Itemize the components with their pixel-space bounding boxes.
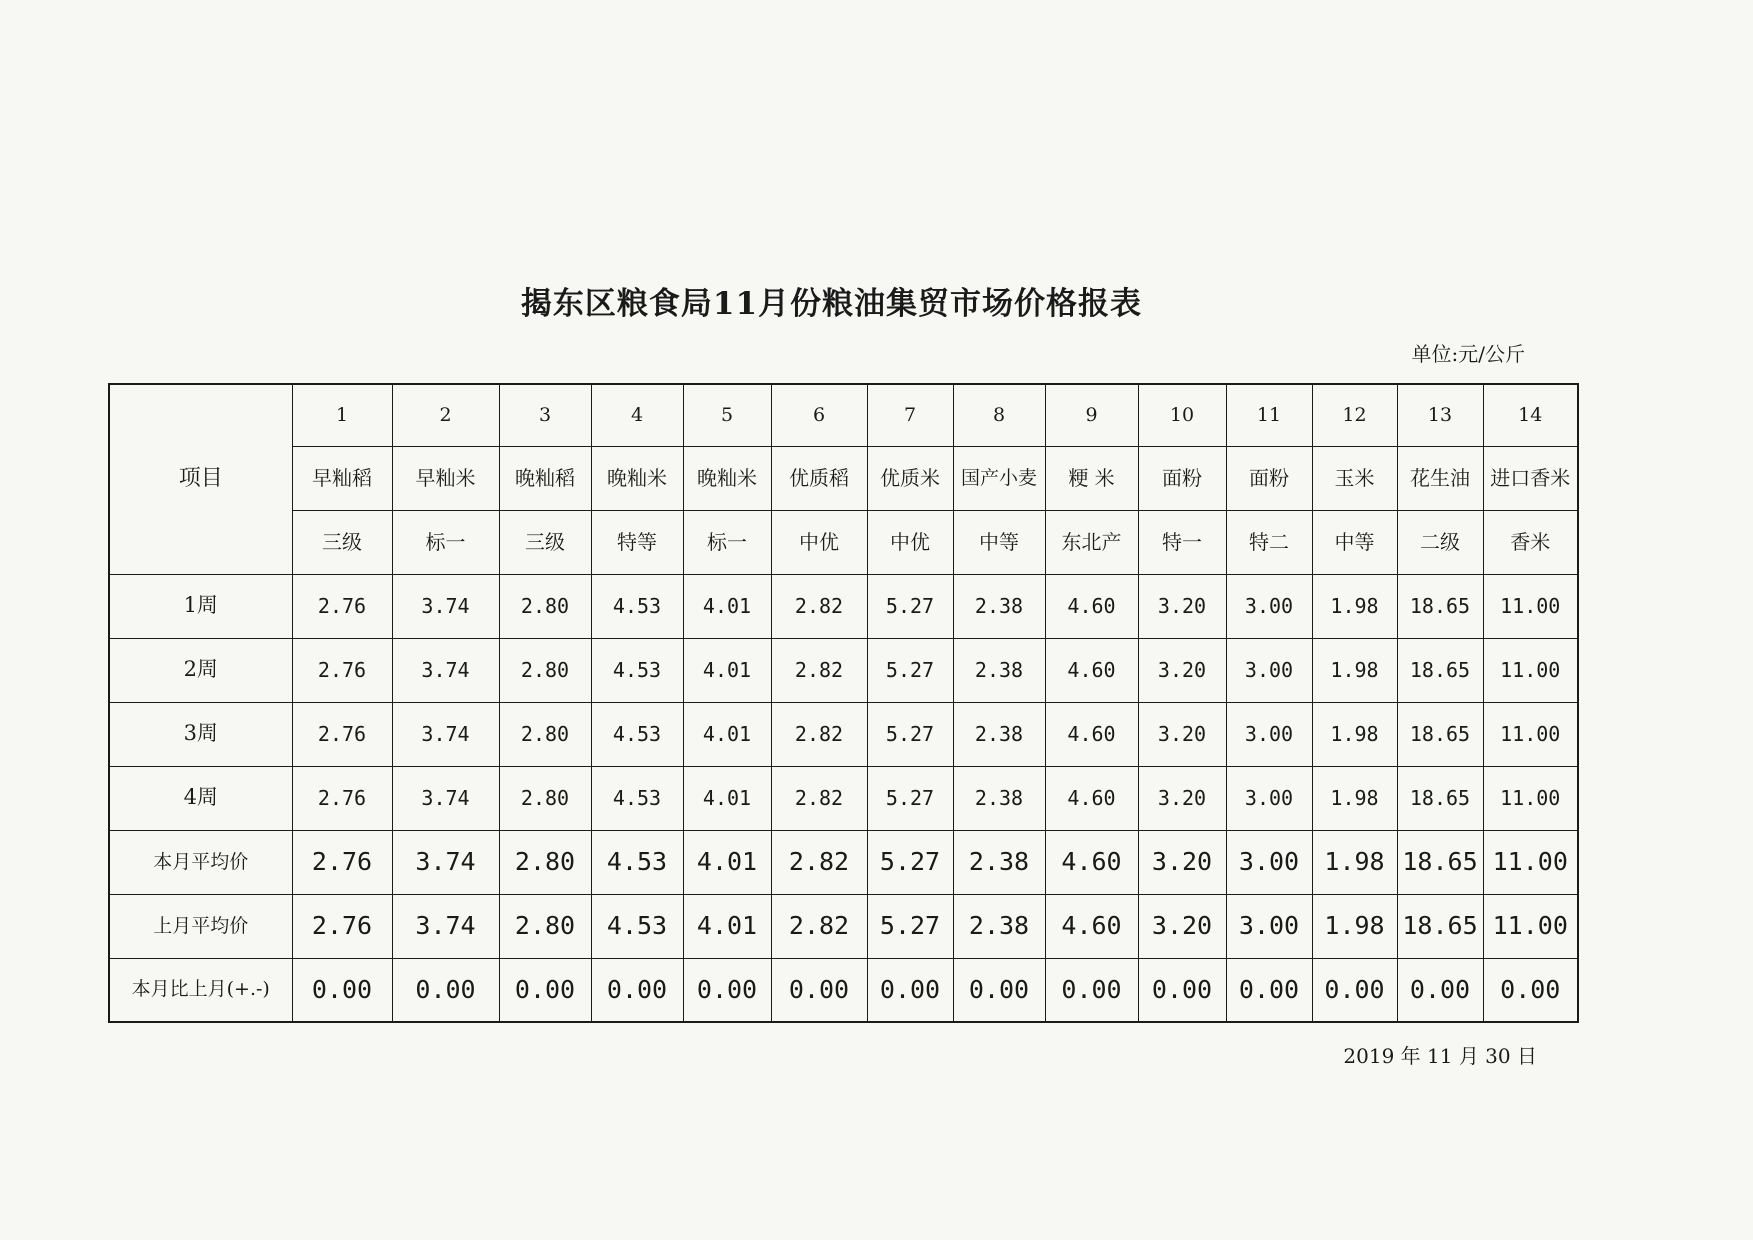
price-cell: 3.00 xyxy=(1226,574,1312,638)
column-number: 5 xyxy=(683,384,771,446)
price-cell: 3.20 xyxy=(1138,638,1226,702)
product-name: 面粉 xyxy=(1226,446,1312,510)
report-date: 2019 年 11 月 30 日 xyxy=(1343,1044,1537,1068)
price-cell: 4.53 xyxy=(591,766,683,830)
price-cell: 2.38 xyxy=(953,702,1045,766)
product-grade: 标一 xyxy=(683,510,771,574)
price-cell: 0.00 xyxy=(953,958,1045,1022)
price-cell: 2.82 xyxy=(771,766,867,830)
price-cell: 4.01 xyxy=(683,638,771,702)
price-cell: 1.98 xyxy=(1312,766,1397,830)
row-label: 本月比上月(+.-) xyxy=(109,958,292,1022)
table-row xyxy=(109,702,1578,766)
product-name: 面粉 xyxy=(1138,446,1226,510)
table-row xyxy=(109,830,1578,894)
price-cell: 2.38 xyxy=(953,830,1045,894)
product-grade: 中优 xyxy=(867,510,953,574)
price-cell: 2.82 xyxy=(771,894,867,958)
column-number: 13 xyxy=(1397,384,1483,446)
header-row-number xyxy=(109,384,1578,446)
column-number: 9 xyxy=(1045,384,1138,446)
price-cell: 4.53 xyxy=(591,638,683,702)
price-cell: 4.53 xyxy=(591,894,683,958)
price-table xyxy=(108,383,1579,1023)
row-label: 3周 xyxy=(109,702,292,766)
price-cell: 4.60 xyxy=(1045,830,1138,894)
price-cell: 18.65 xyxy=(1397,574,1483,638)
price-cell: 2.76 xyxy=(292,638,392,702)
row-label: 1周 xyxy=(109,574,292,638)
product-grade: 特等 xyxy=(591,510,683,574)
price-cell: 1.98 xyxy=(1312,638,1397,702)
price-cell: 2.76 xyxy=(292,894,392,958)
product-name: 粳 米 xyxy=(1045,446,1138,510)
price-cell: 0.00 xyxy=(1397,958,1483,1022)
price-cell: 1.98 xyxy=(1312,830,1397,894)
product-name: 玉米 xyxy=(1312,446,1397,510)
unit-label: 单位:元/公斤 xyxy=(1411,342,1525,366)
product-grade: 特一 xyxy=(1138,510,1226,574)
price-cell: 3.00 xyxy=(1226,702,1312,766)
price-cell: 4.60 xyxy=(1045,702,1138,766)
price-cell: 4.60 xyxy=(1045,638,1138,702)
product-grade: 标一 xyxy=(392,510,499,574)
column-number: 10 xyxy=(1138,384,1226,446)
price-cell: 2.76 xyxy=(292,702,392,766)
column-number: 6 xyxy=(771,384,867,446)
price-cell: 4.53 xyxy=(591,830,683,894)
price-cell: 2.80 xyxy=(499,830,591,894)
column-number: 11 xyxy=(1226,384,1312,446)
product-name: 晚籼稻 xyxy=(499,446,591,510)
price-cell: 11.00 xyxy=(1483,894,1578,958)
price-cell: 0.00 xyxy=(683,958,771,1022)
price-cell: 5.27 xyxy=(867,574,953,638)
price-cell: 3.74 xyxy=(392,638,499,702)
price-cell: 11.00 xyxy=(1483,830,1578,894)
price-cell: 4.60 xyxy=(1045,894,1138,958)
table-row xyxy=(109,958,1578,1022)
price-cell: 2.38 xyxy=(953,766,1045,830)
price-cell: 4.01 xyxy=(683,766,771,830)
price-cell: 4.01 xyxy=(683,702,771,766)
price-cell: 2.38 xyxy=(953,574,1045,638)
product-name: 进口香米 xyxy=(1483,446,1578,510)
price-cell: 3.74 xyxy=(392,702,499,766)
product-grade: 特二 xyxy=(1226,510,1312,574)
product-name: 国产小麦 xyxy=(953,446,1045,510)
row-label: 上月平均价 xyxy=(109,894,292,958)
product-grade: 中优 xyxy=(771,510,867,574)
price-cell: 1.98 xyxy=(1312,702,1397,766)
price-cell: 2.80 xyxy=(499,638,591,702)
price-cell: 3.00 xyxy=(1226,766,1312,830)
price-cell: 2.82 xyxy=(771,830,867,894)
column-number: 4 xyxy=(591,384,683,446)
price-cell: 11.00 xyxy=(1483,766,1578,830)
report-title: 揭东区粮食局11月份粮油集贸市场价格报表 xyxy=(520,286,1143,322)
price-cell: 3.74 xyxy=(392,766,499,830)
product-grade: 香米 xyxy=(1483,510,1578,574)
header-row-name xyxy=(109,446,1578,510)
price-cell: 3.20 xyxy=(1138,766,1226,830)
price-cell: 2.82 xyxy=(771,702,867,766)
product-grade: 中等 xyxy=(1312,510,1397,574)
price-cell: 3.74 xyxy=(392,894,499,958)
price-cell: 0.00 xyxy=(1045,958,1138,1022)
price-cell: 3.74 xyxy=(392,574,499,638)
price-cell: 4.01 xyxy=(683,574,771,638)
product-grade: 三级 xyxy=(499,510,591,574)
product-grade: 中等 xyxy=(953,510,1045,574)
price-cell: 2.80 xyxy=(499,702,591,766)
price-cell: 0.00 xyxy=(1483,958,1578,1022)
price-cell: 2.82 xyxy=(771,638,867,702)
price-cell: 2.80 xyxy=(499,574,591,638)
product-name: 早籼稻 xyxy=(292,446,392,510)
table-row xyxy=(109,638,1578,702)
price-cell: 11.00 xyxy=(1483,638,1578,702)
price-cell: 2.38 xyxy=(953,638,1045,702)
price-cell: 3.00 xyxy=(1226,638,1312,702)
header-row-grade xyxy=(109,510,1578,574)
price-cell: 0.00 xyxy=(1138,958,1226,1022)
price-cell: 11.00 xyxy=(1483,702,1578,766)
price-cell: 4.60 xyxy=(1045,574,1138,638)
price-cell: 4.01 xyxy=(683,894,771,958)
price-cell: 0.00 xyxy=(1226,958,1312,1022)
price-cell: 1.98 xyxy=(1312,574,1397,638)
column-number: 2 xyxy=(392,384,499,446)
price-cell: 0.00 xyxy=(499,958,591,1022)
item-header: 项目 xyxy=(109,384,292,574)
product-grade: 三级 xyxy=(292,510,392,574)
price-cell: 5.27 xyxy=(867,638,953,702)
product-grade: 二级 xyxy=(1397,510,1483,574)
table-row xyxy=(109,766,1578,830)
price-cell: 4.53 xyxy=(591,574,683,638)
price-cell: 18.65 xyxy=(1397,702,1483,766)
price-cell: 0.00 xyxy=(591,958,683,1022)
column-number: 8 xyxy=(953,384,1045,446)
price-cell: 2.76 xyxy=(292,830,392,894)
price-cell: 5.27 xyxy=(867,894,953,958)
price-cell: 3.74 xyxy=(392,830,499,894)
price-cell: 5.27 xyxy=(867,766,953,830)
price-cell: 5.27 xyxy=(867,830,953,894)
price-cell: 3.20 xyxy=(1138,574,1226,638)
price-cell: 4.60 xyxy=(1045,766,1138,830)
price-cell: 18.65 xyxy=(1397,830,1483,894)
price-cell: 4.53 xyxy=(591,702,683,766)
product-name: 优质稻 xyxy=(771,446,867,510)
price-cell: 2.80 xyxy=(499,766,591,830)
price-cell: 0.00 xyxy=(867,958,953,1022)
price-cell: 3.20 xyxy=(1138,830,1226,894)
table-row xyxy=(109,574,1578,638)
price-cell: 2.82 xyxy=(771,574,867,638)
column-number: 1 xyxy=(292,384,392,446)
price-cell: 4.01 xyxy=(683,830,771,894)
price-cell: 3.20 xyxy=(1138,702,1226,766)
product-name: 晚籼米 xyxy=(683,446,771,510)
row-label: 2周 xyxy=(109,638,292,702)
price-cell: 3.00 xyxy=(1226,830,1312,894)
price-cell: 2.80 xyxy=(499,894,591,958)
product-name: 花生油 xyxy=(1397,446,1483,510)
table-row xyxy=(109,894,1578,958)
price-cell: 18.65 xyxy=(1397,894,1483,958)
price-cell: 1.98 xyxy=(1312,894,1397,958)
price-cell: 5.27 xyxy=(867,702,953,766)
price-cell: 2.76 xyxy=(292,574,392,638)
price-cell: 18.65 xyxy=(1397,638,1483,702)
product-grade: 东北产 xyxy=(1045,510,1138,574)
product-name: 优质米 xyxy=(867,446,953,510)
price-cell: 0.00 xyxy=(392,958,499,1022)
price-cell: 0.00 xyxy=(292,958,392,1022)
price-cell: 0.00 xyxy=(1312,958,1397,1022)
column-number: 3 xyxy=(499,384,591,446)
row-label: 本月平均价 xyxy=(109,830,292,894)
row-label: 4周 xyxy=(109,766,292,830)
product-name: 早籼米 xyxy=(392,446,499,510)
column-number: 14 xyxy=(1483,384,1578,446)
product-name: 晚籼米 xyxy=(591,446,683,510)
price-cell: 3.20 xyxy=(1138,894,1226,958)
column-number: 7 xyxy=(867,384,953,446)
price-cell: 2.76 xyxy=(292,766,392,830)
column-number: 12 xyxy=(1312,384,1397,446)
price-cell: 18.65 xyxy=(1397,766,1483,830)
price-cell: 2.38 xyxy=(953,894,1045,958)
price-cell: 0.00 xyxy=(771,958,867,1022)
price-cell: 3.00 xyxy=(1226,894,1312,958)
price-cell: 11.00 xyxy=(1483,574,1578,638)
